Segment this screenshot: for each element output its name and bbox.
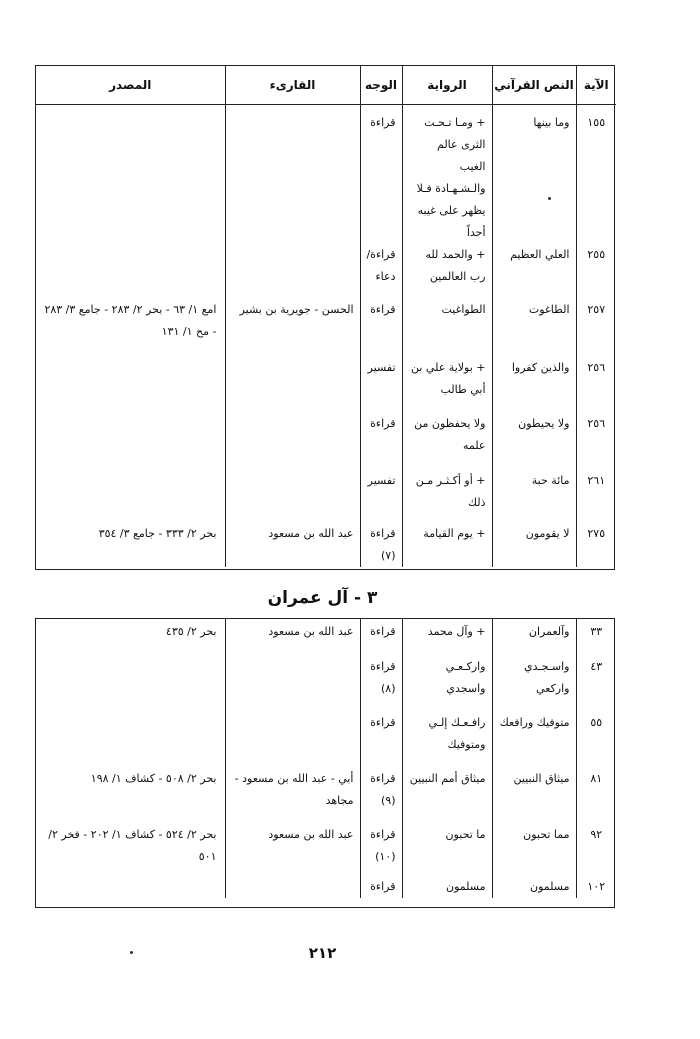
table-row [36,299,616,357]
reader-cell: عبد الله بن مسعود [225,619,360,656]
quranic-text-cell: الطاغوت [492,299,576,357]
verse-cell: ٢٥٦ [576,357,616,413]
aspect-cell: قراءة [360,876,402,898]
aspect-cell: قراءة (١٠) [360,824,402,876]
aspect-cell: قراءة [360,712,402,768]
aspect-cell: قراءة (٨) [360,656,402,712]
quranic-text-cell: والذين كفروا [492,357,576,413]
verse-cell: ٢٦١ [576,470,616,523]
source-cell [36,876,225,898]
verse-cell: ٢٥٧ [576,299,616,357]
header-narration: الرواية [402,66,492,105]
source-cell [36,712,225,768]
narration-cell: واركـعـي واسجدي [402,656,492,712]
quranic-text-cell: ميثاق النبيين [492,768,576,824]
verse-cell: ٩٢ [576,824,616,876]
table-row [36,824,616,876]
section-title: ٣ - آل عمران [267,588,378,608]
narration-cell: رافـعـك إلـي ومتوفيك [402,712,492,768]
source-cell [36,244,225,299]
source-cell: بحر ٢/ ٤٣٥ [165,625,217,638]
reader-cell [225,413,360,470]
reader-cell [225,712,360,768]
verse-cell: ١٥٥ [576,105,616,245]
reader-cell [225,244,360,299]
narration-cell: ما تحبون [402,824,492,876]
aspect-cell: قراءة [360,105,402,245]
narration-cell: + ومـا تـحـت الثرى عالم الغيب والـشـهـادة فـلا يظهر على غيبه أحداً [402,105,492,245]
aspect-cell: قراءة [360,413,402,470]
aspect-cell: قراءة [360,619,402,656]
narration-cell: ولا يحفظون من علمه [402,413,492,470]
quranic-text-cell: وما بينها [492,105,576,245]
narration-cell: الطواغيت [402,299,492,357]
aspect-cell: قراءة (٧) [360,523,402,567]
verse-cell: ١٠٢ [576,876,616,898]
narration-cell: + وآل محمد [402,619,492,656]
reader-cell [225,105,360,245]
aspect-cell: قراءة (٩) [360,768,402,824]
narration-cell: + أو أكـثـر مـن ذلك [402,470,492,523]
verse-cell: ٢٥٥ [576,244,616,299]
header-source: المصدر [36,66,225,105]
reader-cell: عبد الله بن مسعود [225,824,360,876]
header-aspect: الوجه [360,66,402,105]
quranic-text-cell: مائة حبة [492,470,576,523]
table-row [36,712,616,768]
source-cell: بحر ٢/ ٥٢٤ - كشاف ١/ ٢٠٢ - فخر ٢/ ٥٠١ [48,828,217,863]
verse-cell: ٣٣ [576,619,616,656]
reader-cell [225,656,360,712]
narration-cell: + يوم القيامة [402,523,492,567]
source-cell [36,470,225,523]
source-cell [36,105,225,245]
table-row [36,244,616,299]
reader-cell [225,876,360,898]
source-cell [36,413,225,470]
source-cell: بحر ٢/ ٣٣٣ - جامع ٣/ ٣٥٤ [98,527,217,540]
quranic-text-cell: واسـجـدي واركعي [492,656,576,712]
verse-cell: ٨١ [576,768,616,824]
table-row [36,876,616,898]
readings-table-1 [35,65,615,570]
source-cell [36,357,225,413]
narration-cell: ميثاق أمم النبيين [402,768,492,824]
verse-cell: ٤٣ [576,656,616,712]
table-header-row [36,66,616,105]
verse-cell: ٥٥ [576,712,616,768]
source-cell: امع ١/ ٦٣ - بحر ٢/ ٢٨٣ - جامع ٣/ ٢٨٣ - مح ١/ ١٣١ [44,303,217,338]
quranic-text-cell: مسلمون [492,876,576,898]
table-row [36,413,616,470]
header-reader: القارىء [225,66,360,105]
aspect-cell: تفسير [360,470,402,523]
quranic-text-cell: مما تحبون [492,824,576,876]
quranic-text-cell: لا يقومون [492,523,576,567]
aspect-cell: تفسير [360,357,402,413]
table-row [36,105,616,245]
reader-cell [225,470,360,523]
table-row [36,768,616,824]
quranic-text-cell: ولا يحيطون [492,413,576,470]
aspect-cell: قراءة/ دعاء [360,244,402,299]
stray-dot [548,197,551,200]
narration-cell: + والحمد لله رب العالمين [402,244,492,299]
reader-cell: الحسن - جويرية بن بشير [225,299,360,357]
reader-cell: أبي - عبد الله بن مسعود - مجاهد [225,768,360,824]
table-row [36,357,616,413]
narration-cell: مسلمون [402,876,492,898]
table-row [36,619,616,656]
verse-cell: ٢٥٦ [576,413,616,470]
source-cell: بحر ٢/ ٥٠٨ - كشاف ١/ ١٩٨ [90,772,217,785]
table-row [36,523,616,567]
quranic-text-cell: العلي العظيم [492,244,576,299]
readings-table-2 [35,618,615,908]
quranic-text-cell: وآلعمران [492,619,576,656]
source-cell [36,656,225,712]
quranic-text-cell: متوفيك ورافعك [492,712,576,768]
narration-cell: + بولاية علي بن أبي طالب [402,357,492,413]
table-row [36,656,616,712]
table-row [36,470,616,523]
aspect-cell: قراءة [360,299,402,357]
reader-cell: عبد الله بن مسعود [225,523,360,567]
reader-cell [225,357,360,413]
verse-cell: ٢٧٥ [576,523,616,567]
header-quranic-text: النص القرآني [492,66,576,105]
header-verse: الآية [576,66,616,105]
page-number: ٢١٢ [308,944,337,962]
